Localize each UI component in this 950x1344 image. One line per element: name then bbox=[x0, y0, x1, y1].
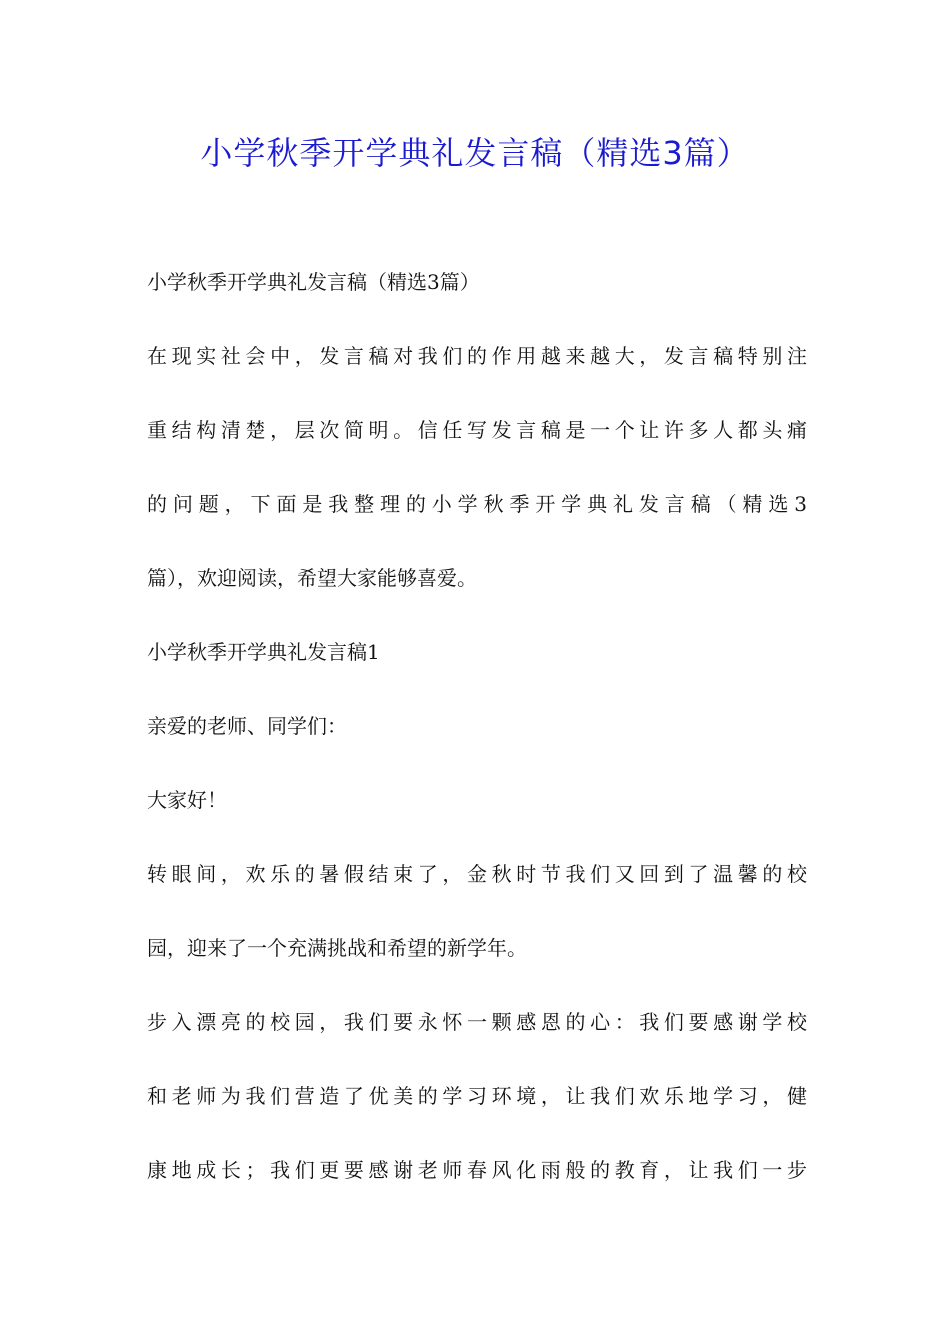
paragraph-line: 篇），欢迎阅读，希望大家能够喜爱。 bbox=[147, 566, 477, 590]
paragraph-line: 重结构清楚，层次简明。信任写发言稿是一个让许多人都头痛 bbox=[147, 418, 807, 442]
document-title: 小学秋季开学典礼发言稿（精选3篇） bbox=[200, 134, 750, 172]
paragraph-line: 和老师为我们营造了优美的学习环境，让我们欢乐地学习，健 bbox=[147, 1084, 807, 1108]
salutation-line: 亲爱的老师、同学们： bbox=[147, 714, 347, 738]
paragraph-line: 在现实社会中，发言稿对我们的作用越来越大，发言稿特别注 bbox=[147, 344, 807, 368]
paragraph-line: 的问题，下面是我整理的小学秋季开学典礼发言稿（精选3 bbox=[147, 492, 807, 516]
heading-line: 小学秋季开学典礼发言稿（精选3篇） bbox=[147, 270, 480, 294]
paragraph-line: 转眼间，欢乐的暑假结束了，金秋时节我们又回到了温馨的校 bbox=[147, 862, 807, 886]
section-heading: 小学秋季开学典礼发言稿1 bbox=[147, 640, 380, 664]
document-body bbox=[147, 262, 807, 1224]
paragraph-line: 步入漂亮的校园，我们要永怀一颗感恩的心：我们要感谢学校 bbox=[147, 1010, 807, 1034]
paragraph-line: 康地成长；我们更要感谢老师春风化雨般的教育，让我们一步 bbox=[147, 1158, 807, 1182]
paragraph-line: 园，迎来了一个充满挑战和希望的新学年。 bbox=[147, 936, 527, 960]
greeting-line: 大家好！ bbox=[147, 788, 227, 812]
